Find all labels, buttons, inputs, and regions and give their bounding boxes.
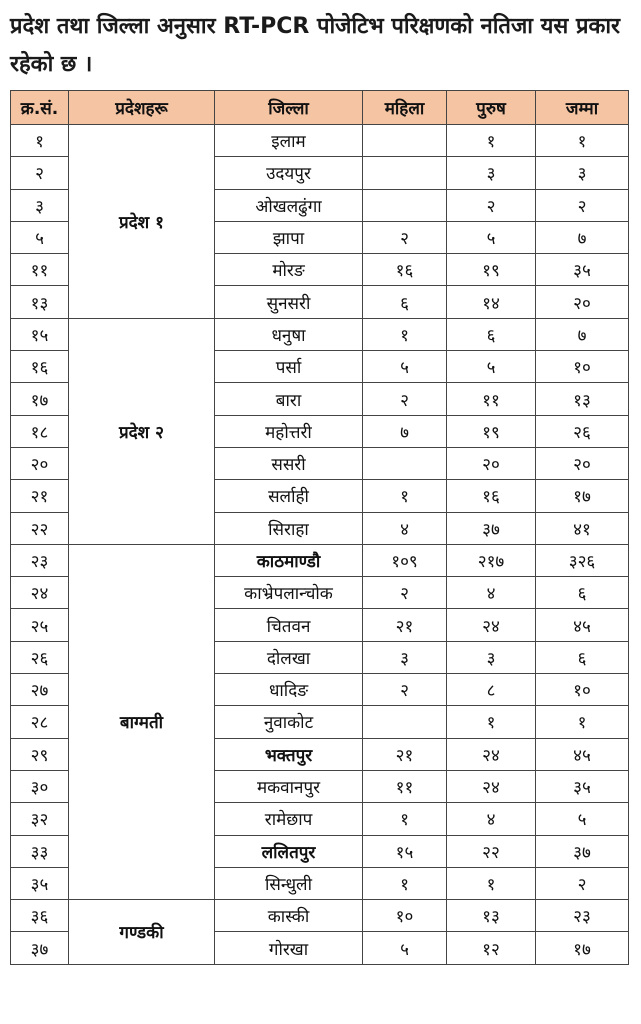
province-name: प्रदेश २ (69, 318, 215, 544)
total-count: ४५ (536, 738, 629, 770)
serial-number: २० (11, 447, 69, 479)
male-count: ४ (447, 803, 536, 835)
female-count: ६ (363, 286, 447, 318)
male-count: २४ (447, 609, 536, 641)
table-row (11, 125, 629, 157)
total-count: ३७ (536, 835, 629, 867)
serial-number: २ (11, 157, 69, 189)
male-count: १४ (447, 286, 536, 318)
total-count: २६ (536, 415, 629, 447)
serial-number: ३६ (11, 900, 69, 932)
total-count: १ (536, 706, 629, 738)
serial-number: २३ (11, 544, 69, 576)
total-count: ४१ (536, 512, 629, 544)
female-count: २१ (363, 609, 447, 641)
total-count: ३५ (536, 770, 629, 802)
district-name: बारा (215, 383, 363, 415)
male-count: ८ (447, 674, 536, 706)
male-count: १ (447, 125, 536, 157)
total-count: ६ (536, 577, 629, 609)
district-name: धादिङ (215, 674, 363, 706)
province-name: गण्डकी (69, 900, 215, 965)
district-name: मकवानपुर (215, 770, 363, 802)
total-count: ७ (536, 318, 629, 350)
female-count: ११ (363, 770, 447, 802)
district-name: कास्की (215, 900, 363, 932)
province-name: प्रदेश १ (69, 125, 215, 319)
district-name: उदयपुर (215, 157, 363, 189)
female-count: २ (363, 674, 447, 706)
male-count: ५ (447, 351, 536, 383)
serial-number: २१ (11, 480, 69, 512)
total-count: ३२६ (536, 544, 629, 576)
district-name: ललितपुर (215, 835, 363, 867)
female-count: १०९ (363, 544, 447, 576)
female-count: २ (363, 577, 447, 609)
serial-number: २४ (11, 577, 69, 609)
district-name: काभ्रेपलान्चोक (215, 577, 363, 609)
total-count: १० (536, 351, 629, 383)
serial-number: २९ (11, 738, 69, 770)
district-name: भक्तपुर (215, 738, 363, 770)
female-count: २ (363, 221, 447, 253)
serial-number: २२ (11, 512, 69, 544)
male-count: ३७ (447, 512, 536, 544)
district-name: सुनसरी (215, 286, 363, 318)
female-count: १० (363, 900, 447, 932)
serial-number: ३ (11, 189, 69, 221)
serial-number: १८ (11, 415, 69, 447)
female-count (363, 447, 447, 479)
header-sn: क्र.सं. (11, 91, 69, 125)
female-count: १६ (363, 254, 447, 286)
serial-number: १ (11, 125, 69, 157)
district-name: महोत्तरी (215, 415, 363, 447)
district-name: झापा (215, 221, 363, 253)
female-count (363, 706, 447, 738)
header-row (11, 91, 629, 125)
district-name: ओखलढुंगा (215, 189, 363, 221)
header-female: महिला (363, 91, 447, 125)
male-count: ६ (447, 318, 536, 350)
female-count: १ (363, 318, 447, 350)
total-count: ३ (536, 157, 629, 189)
total-count: ४५ (536, 609, 629, 641)
total-count: ३५ (536, 254, 629, 286)
total-count: १७ (536, 480, 629, 512)
female-count: ५ (363, 932, 447, 964)
header-district: जिल्ला (215, 91, 363, 125)
district-name: ससरी (215, 447, 363, 479)
district-name: सिन्धुली (215, 867, 363, 899)
male-count: ३ (447, 641, 536, 673)
district-name: सिराहा (215, 512, 363, 544)
serial-number: १७ (11, 383, 69, 415)
female-count (363, 189, 447, 221)
female-count: ३ (363, 641, 447, 673)
female-count: १५ (363, 835, 447, 867)
male-count: २० (447, 447, 536, 479)
document-title: प्रदेश तथा जिल्ला अनुसार RT-PCR पोजेटिभ परिक्षणको नतिजा यस प्रकार रहेको छ । (10, 14, 621, 77)
district-name: पर्सा (215, 351, 363, 383)
female-count: १ (363, 867, 447, 899)
serial-number: ५ (11, 221, 69, 253)
total-count: २३ (536, 900, 629, 932)
male-count: २ (447, 189, 536, 221)
table-row (11, 318, 629, 350)
total-count: १ (536, 125, 629, 157)
district-name: धनुषा (215, 318, 363, 350)
female-count: ५ (363, 351, 447, 383)
serial-number: ११ (11, 254, 69, 286)
serial-number: १५ (11, 318, 69, 350)
male-count: १६ (447, 480, 536, 512)
table-row (11, 544, 629, 576)
header-total: जम्मा (536, 91, 629, 125)
female-count: २१ (363, 738, 447, 770)
female-count: २ (363, 383, 447, 415)
female-count: ४ (363, 512, 447, 544)
male-count: २४ (447, 770, 536, 802)
district-name: सर्लाही (215, 480, 363, 512)
male-count: १३ (447, 900, 536, 932)
header-male: पुरुष (447, 91, 536, 125)
total-count: ६ (536, 641, 629, 673)
district-name: नुवाकोट (215, 706, 363, 738)
serial-number: १३ (11, 286, 69, 318)
total-count: १७ (536, 932, 629, 964)
serial-number: ३५ (11, 867, 69, 899)
district-name: मोरङ (215, 254, 363, 286)
total-count: २० (536, 286, 629, 318)
male-count: १२ (447, 932, 536, 964)
district-name: दोलखा (215, 641, 363, 673)
serial-number: २८ (11, 706, 69, 738)
district-name: रामेछाप (215, 803, 363, 835)
serial-number: २७ (11, 674, 69, 706)
total-count: २ (536, 189, 629, 221)
total-count: २० (536, 447, 629, 479)
male-count: १ (447, 706, 536, 738)
serial-number: ३२ (11, 803, 69, 835)
district-name: गोरखा (215, 932, 363, 964)
male-count: १९ (447, 254, 536, 286)
female-count (363, 157, 447, 189)
total-count: २ (536, 867, 629, 899)
male-count: २१७ (447, 544, 536, 576)
male-count: ११ (447, 383, 536, 415)
male-count: २४ (447, 738, 536, 770)
male-count: २२ (447, 835, 536, 867)
serial-number: २६ (11, 641, 69, 673)
male-count: १ (447, 867, 536, 899)
serial-number: ३७ (11, 932, 69, 964)
total-count: ५ (536, 803, 629, 835)
male-count: ३ (447, 157, 536, 189)
header-province: प्रदेशहरू (69, 91, 215, 125)
table-row (11, 900, 629, 932)
female-count: १ (363, 480, 447, 512)
district-name: इलाम (215, 125, 363, 157)
serial-number: ३० (11, 770, 69, 802)
district-name: चितवन (215, 609, 363, 641)
female-count (363, 125, 447, 157)
serial-number: २५ (11, 609, 69, 641)
total-count: १३ (536, 383, 629, 415)
serial-number: ३३ (11, 835, 69, 867)
covid-results-table (10, 90, 629, 965)
total-count: ७ (536, 221, 629, 253)
female-count: १ (363, 803, 447, 835)
province-name: बाग्मती (69, 544, 215, 899)
serial-number: १६ (11, 351, 69, 383)
district-name: काठमाण्डौ (215, 544, 363, 576)
total-count: १० (536, 674, 629, 706)
male-count: ४ (447, 577, 536, 609)
male-count: ५ (447, 221, 536, 253)
female-count: ७ (363, 415, 447, 447)
male-count: १९ (447, 415, 536, 447)
